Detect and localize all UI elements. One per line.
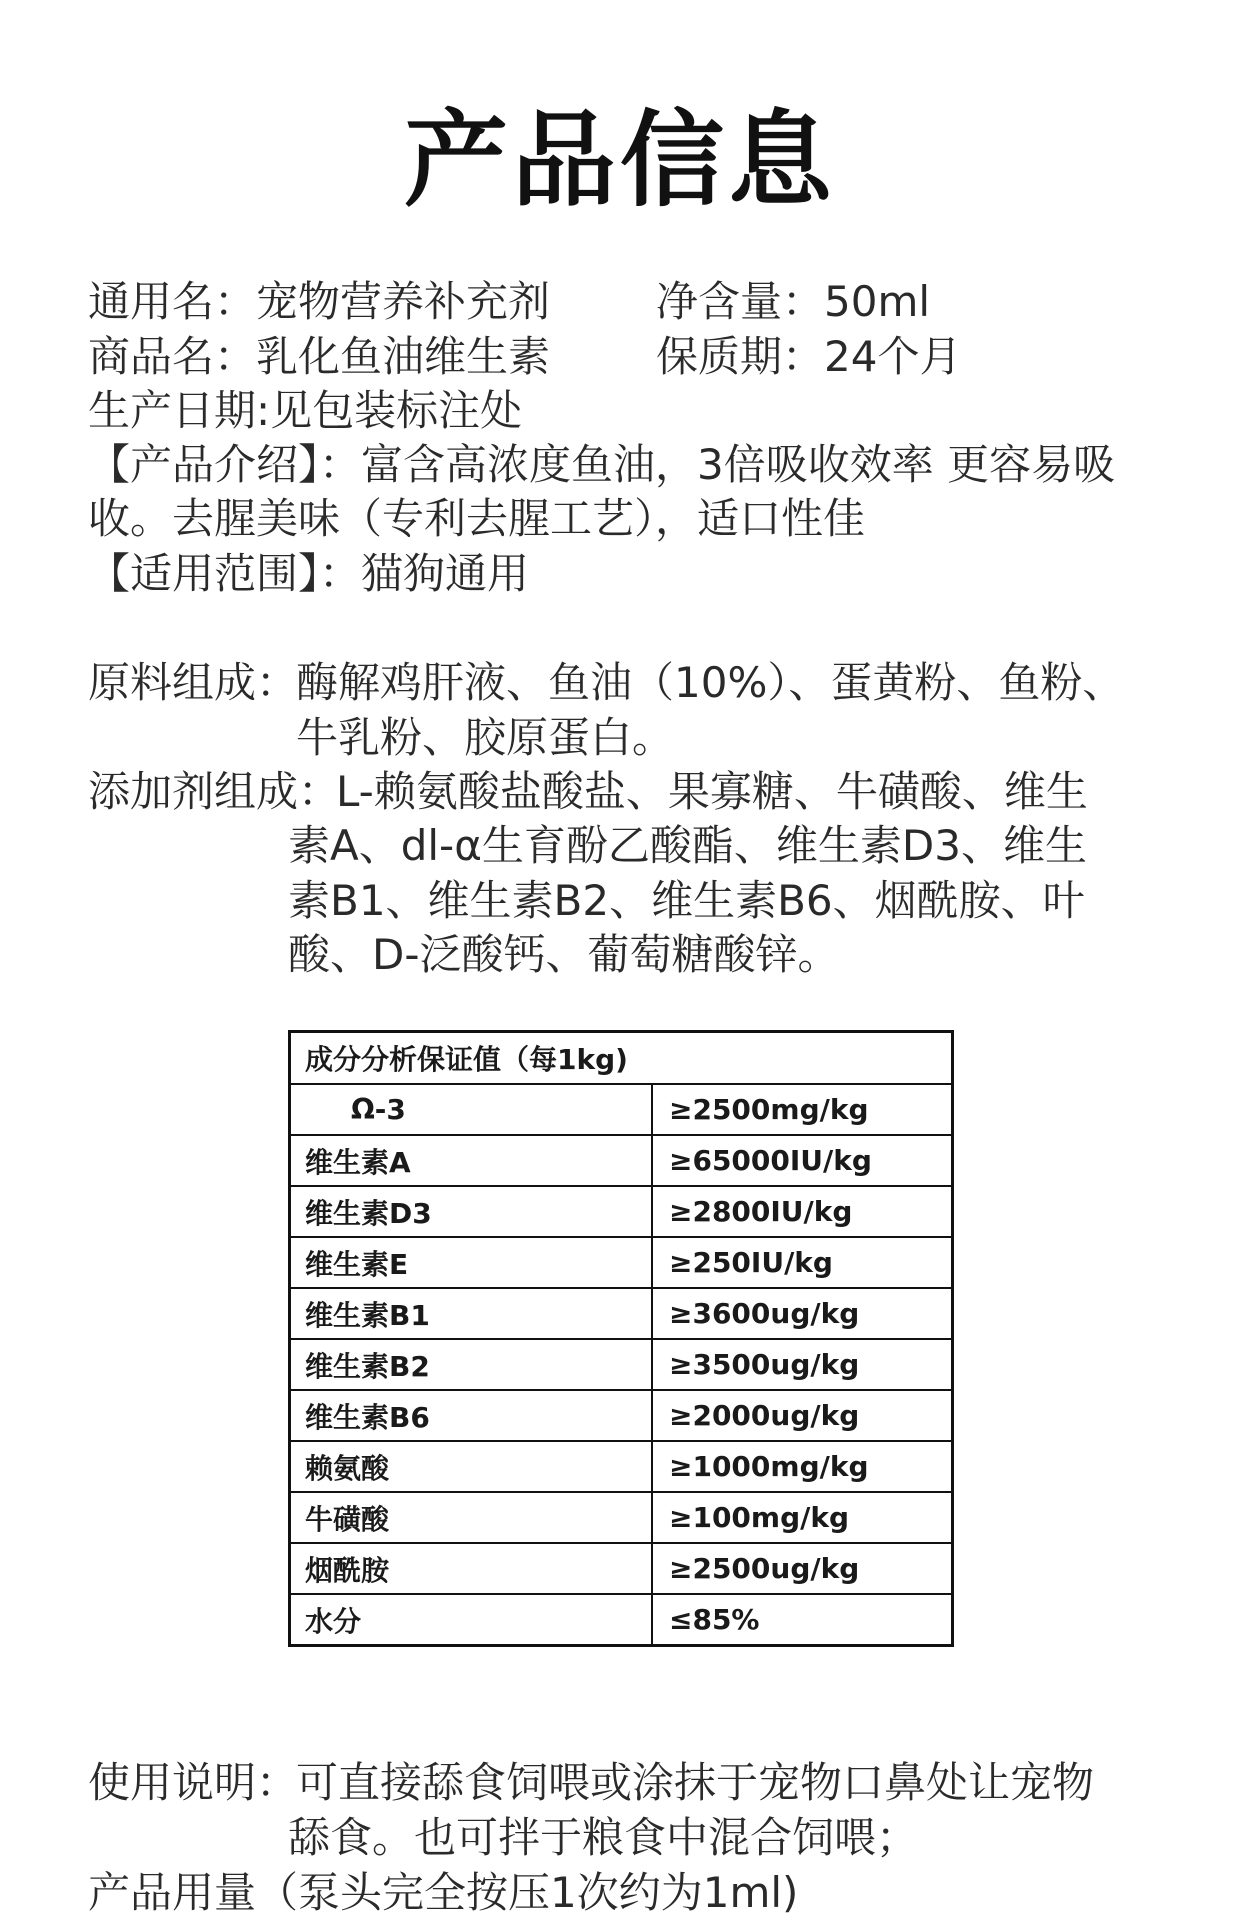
additives-line: 素A、dl-α生育酚乙酸酯、维生素D3、维生 [288,821,1087,870]
nutrient-value: ≥3600ug/kg [652,1288,953,1339]
nutrient-value: ≥2500mg/kg [652,1084,953,1135]
nutrient-name: 维生素D3 [290,1186,653,1237]
table-row [290,1084,953,1135]
nutrient-value: ≥3500ug/kg [652,1339,953,1390]
nutrient-value: ≥100mg/kg [652,1492,953,1543]
nutrient-value: ≥2000ug/kg [652,1390,953,1441]
nutrient-name: 水分 [290,1594,653,1646]
nutrient-name: 牛磺酸 [290,1492,653,1543]
dosage: 产品用量（泵头完全按压1次约为1ml) [88,1868,799,1917]
nutrient-name: 维生素B1 [290,1288,653,1339]
table-row [290,1135,953,1186]
page-title: 产品信息 [403,99,836,221]
additives-label: 添加剂组成： [88,767,341,816]
generic-name-label: 通用名： [88,277,257,326]
table-row [290,1390,953,1441]
net-content-label: 净含量： [656,277,825,326]
nutrient-value: ≥250IU/kg [652,1237,953,1288]
nutrient-name: 维生素B6 [290,1390,653,1441]
table-row [290,1288,953,1339]
applicable-scope: 【适用范围】：猫狗通用 [88,549,530,598]
table-row [290,1492,953,1543]
table-row [290,1339,953,1390]
nutrient-value: ≥2500ug/kg [652,1543,953,1594]
additives-line: 素B1、维生素B2、维生素B6、烟酰胺、叶 [288,876,1085,925]
additives-line: L-赖氨酸盐酸盐、果寡糖、牛磺酸、维生 [336,767,1088,816]
nutrient-name: 赖氨酸 [290,1441,653,1492]
analysis-table [288,1030,954,1647]
nutrient-name: 维生素A [290,1135,653,1186]
ingredients-label: 原料组成： [88,658,299,707]
production-date: 生产日期:见包装标注处 [88,386,523,435]
usage-label: 使用说明： [88,1758,299,1807]
table-row [290,1237,953,1288]
product-name-value: 乳化鱼油维生素 [256,332,551,381]
nutrient-value: ≥1000mg/kg [652,1441,953,1492]
nutrient-name: 维生素E [290,1237,653,1288]
table-row [290,1594,953,1646]
product-name-label: 商品名： [88,332,257,381]
generic-name-value: 宠物营养补充剂 [256,277,551,326]
nutrient-value: ≥65000IU/kg [652,1135,953,1186]
table-row [290,1441,953,1492]
product-intro-line1: 【产品介绍】：富含高浓度鱼油，3倍吸收效率 更容易吸 [88,440,1116,489]
nutrient-name: 维生素B2 [290,1339,653,1390]
product-intro-line2: 收。去腥美味（专利去腥工艺），适口性佳 [88,494,866,543]
usage-line: 舔食。也可拌于粮食中混合饲喂； [288,1813,919,1862]
table-row [290,1186,953,1237]
additives-line: 酸、D-泛酸钙、葡萄糖酸锌。 [288,930,840,979]
ingredients-line: 牛乳粉、胶原蛋白。 [296,713,675,762]
nutrient-name: 烟酰胺 [290,1543,653,1594]
shelf-life-value: 24个月 [824,332,962,381]
table-row [290,1543,953,1594]
ingredients-line: 酶解鸡肝液、鱼油（10%）、蛋黄粉、鱼粉、 [296,658,1125,707]
table-header-row [290,1032,953,1085]
shelf-life-label: 保质期： [656,332,825,381]
usage-line: 可直接舔食饲喂或涂抹于宠物口鼻处让宠物 [296,1758,1095,1807]
net-content-value: 50ml [824,277,931,326]
nutrient-value: ≤85% [652,1594,953,1646]
nutrient-name: Ω-3 [290,1084,653,1135]
table-header: 成分分析保证值（每1kg) [290,1032,953,1085]
nutrient-value: ≥2800IU/kg [652,1186,953,1237]
